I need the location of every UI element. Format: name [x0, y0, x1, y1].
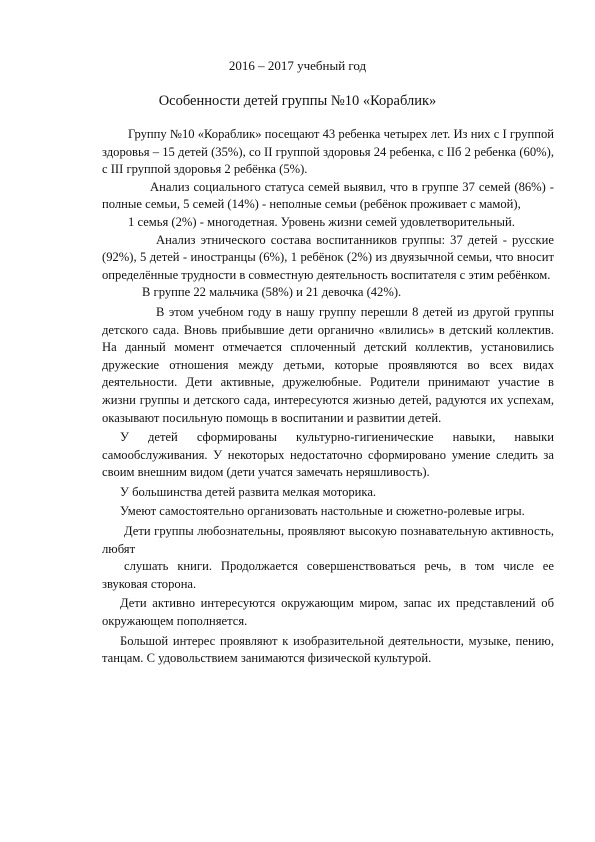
- paragraph-large-family: 1 семья (2%) - многодетная. Уровень жизни семей удовлетворительный.: [128, 214, 515, 229]
- document-title: Особенности детей группы №10 «Кораблик»: [158, 93, 437, 109]
- paragraph-hygiene-skills: У детей сформированы культурно-гигиенические навыки, навыки самообслуживания. У некоторых недостаточно сформировано умение следить за своим внешним видом (дети учатся замечать неряшливость).: [102, 430, 554, 480]
- paragraph-new-children: В этом учебном году в нашу группу перешли 8 детей из другой группы детского сада. Вновь прибывшие дети органично «влились» в детский коллектив. На данный момент отмечается сплоченный детский коллектив, установились дружеские отношения между детьми, которые проявляются во всех видах деятельности. Дети активные, дружелюбные. Родители принимают участие в жизни группы и детского сада, интересуются жизнью детей, радуются их успехам, оказывают посильную помощь в воспитании и развитии детей.: [102, 304, 554, 425]
- paragraph-games: Умеют самостоятельно организовать настольные и сюжетно-ролевые игры.: [120, 504, 525, 519]
- paragraph-ethnic-composition: Анализ этнического состава воспитанников группы: 37 детей - русские (92%), 5 детей - иностранцы (6%), 1 ребёнок (2%) из двуязычной семьи, что вносит определённые трудности в совместную деятельность воспитателя с этим ребёнком.: [102, 232, 554, 282]
- paragraph-world-interest: Дети активно интересуются окружающим миром, запас их представлений об окружающем пополняется.: [102, 596, 554, 629]
- document-body: [102, 126, 554, 668]
- paragraph-curiosity: Дети группы любознательны, проявляют высокую познавательную активность, любят: [102, 524, 554, 556]
- paragraph-motor-skills: У большинства детей развита мелкая моторика.: [120, 484, 377, 499]
- paragraph-arts-interest: Большой интерес проявляют к изобразительной деятельности, музыке, пению, танцам. С удовольствием занимаются физической культурой.: [102, 633, 554, 666]
- paragraph-gender-ratio: В группе 22 мальчика (58%) и 21 девочка (42%).: [142, 285, 402, 300]
- paragraph-health-groups: Группу №10 «Кораблик» посещают 43 ребенка четырех лет. Из них с I группой здоровья – 15 детей (35%), со II группой здоровья 24 ребенка, с IIб 2 ребенка (60%), с III группой здоровья 2 ребёнка (5%).: [102, 127, 554, 177]
- paragraph-speech: слушать книги. Продолжается совершенствоваться речь, в том числе ее звуковая сторона.: [102, 559, 554, 591]
- paragraph-social-status: Анализ социального статуса семей выявил, что в группе 37 семей (86%) - полные семьи, 5 семей (14%) - неполные семьи (ребёнок проживает с мамой),: [102, 179, 554, 212]
- academic-year: 2016 – 2017 учебный год: [228, 58, 367, 73]
